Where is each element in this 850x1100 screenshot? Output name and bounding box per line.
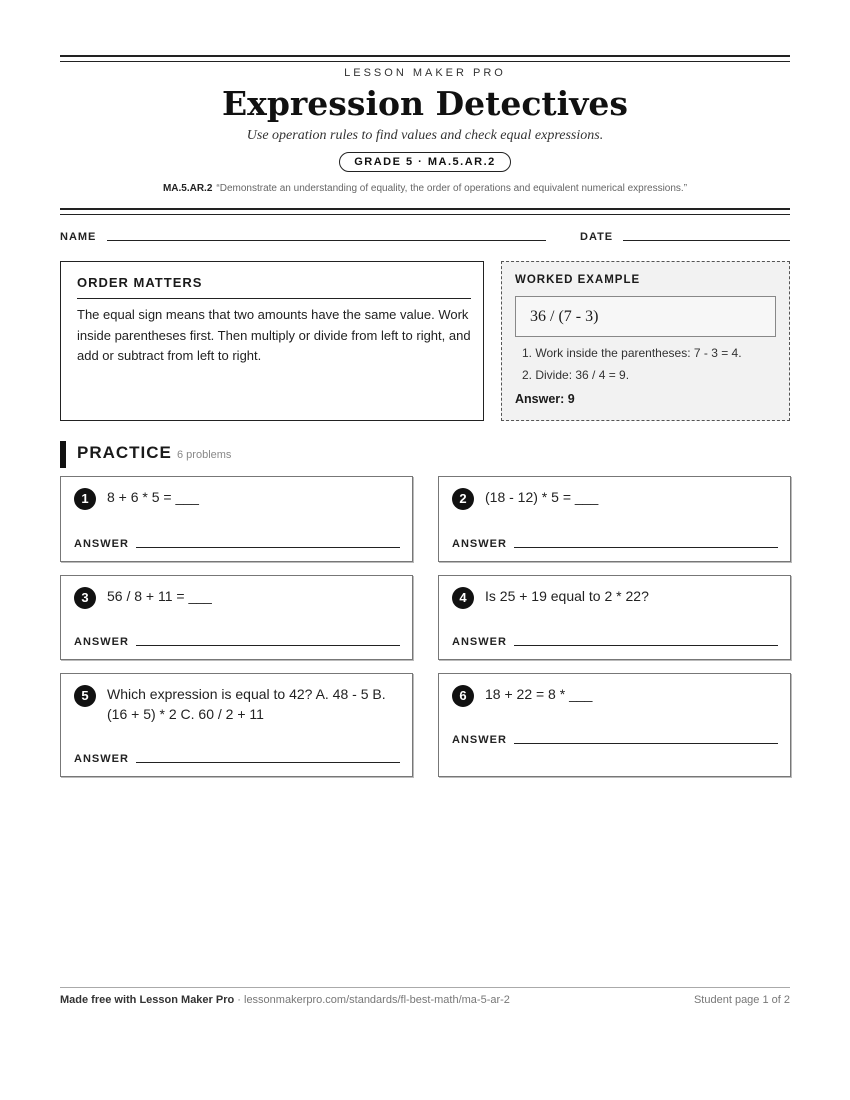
worksheet-page <box>60 0 790 1100</box>
footer-made-with: Made free with Lesson Maker Pro <box>60 994 235 1006</box>
footer-credit <box>60 994 510 1006</box>
name-label: NAME <box>60 231 97 243</box>
answer-label: ANSWER <box>452 636 507 648</box>
answer-label: ANSWER <box>452 538 507 550</box>
problem-text: 8 + 6 * 5 = ___ <box>107 489 199 505</box>
page-title: Expression Detectives <box>222 84 628 123</box>
practice-count: 6 problems <box>177 449 232 461</box>
problem-number-badge: 4 <box>452 587 474 609</box>
answer-label: ANSWER <box>74 636 129 648</box>
answer-field-3[interactable] <box>136 645 400 646</box>
order-matters-box <box>60 261 484 421</box>
problem-text: 56 / 8 + 11 = ___ <box>107 588 212 604</box>
footer-rule <box>60 987 790 988</box>
answer-label: ANSWER <box>74 753 129 765</box>
problem-number-badge: 1 <box>74 488 96 510</box>
problem-number-badge: 5 <box>74 685 96 707</box>
problem-text: 18 + 22 = 8 * ___ <box>485 686 593 702</box>
answer-field-6[interactable] <box>514 743 778 744</box>
problem-number-badge: 2 <box>452 488 474 510</box>
grade-badge: GRADE 5 · MA.5.AR.2 <box>339 152 511 172</box>
footer-page-number: Student page 1 of 2 <box>693 994 790 1006</box>
problem-card-4 <box>438 575 791 660</box>
problem-card-5 <box>60 673 413 777</box>
standard-statement <box>60 183 790 194</box>
answer-field-1[interactable] <box>136 547 400 548</box>
header-top-rule <box>60 55 790 62</box>
worked-step-2: 2. Divide: 36 / 4 = 9. <box>522 368 630 382</box>
date-field[interactable] <box>623 240 790 241</box>
worked-example-expression: 36 / (7 - 3) <box>515 296 776 337</box>
answer-field-2[interactable] <box>514 547 778 548</box>
worked-example-heading: WORKED EXAMPLE <box>515 274 641 286</box>
date-label: DATE <box>580 231 614 243</box>
footer-url[interactable]: · lessonmakerpro.com/standards/fl-best-math/ma-5-ar-2 <box>234 994 510 1006</box>
answer-label: ANSWER <box>74 538 129 550</box>
divider <box>77 298 471 299</box>
worked-example-answer: Answer: 9 <box>515 392 575 406</box>
grade-badge-wrap <box>60 152 790 172</box>
problem-text: Is 25 + 19 equal to 2 * 22? <box>485 588 649 604</box>
name-field[interactable] <box>107 240 546 241</box>
problem-card-1 <box>60 476 413 562</box>
standard-text: “Demonstrate an understanding of equality, the order of operations and equivalent numerical expressions.” <box>216 183 688 194</box>
problem-text: Which expression is equal to 42? A. 48 - 5 B. (16 + 5) * 2 C. 60 / 2 + 11 <box>107 686 386 722</box>
order-matters-heading: ORDER MATTERS <box>77 275 203 290</box>
problem-text: (18 - 12) * 5 = ___ <box>485 489 599 505</box>
brand-name: LESSON MAKER PRO <box>344 67 506 79</box>
problem-card-2 <box>438 476 791 562</box>
problem-number-badge: 3 <box>74 587 96 609</box>
order-matters-text: The equal sign means that two amounts have the same value. Work inside parentheses first. Then multiply or divide from left to right, and add or subtract from left to right. <box>77 307 471 363</box>
answer-label: ANSWER <box>452 734 507 746</box>
problem-card-3 <box>60 575 413 660</box>
answer-field-4[interactable] <box>514 645 778 646</box>
problem-number-badge: 6 <box>452 685 474 707</box>
worked-step-1: 1. Work inside the parentheses: 7 - 3 = 4. <box>522 346 742 360</box>
standard-code: MA.5.AR.2 <box>162 183 213 194</box>
practice-heading: PRACTICE <box>77 443 172 462</box>
practice-accent-bar <box>60 441 66 468</box>
page-subtitle: Use operation rules to find values and check equal expressions. <box>246 128 604 143</box>
problem-card-6 <box>438 673 791 777</box>
answer-field-5[interactable] <box>136 762 400 763</box>
header-bottom-rule <box>60 208 790 215</box>
worked-example-box <box>501 261 790 421</box>
